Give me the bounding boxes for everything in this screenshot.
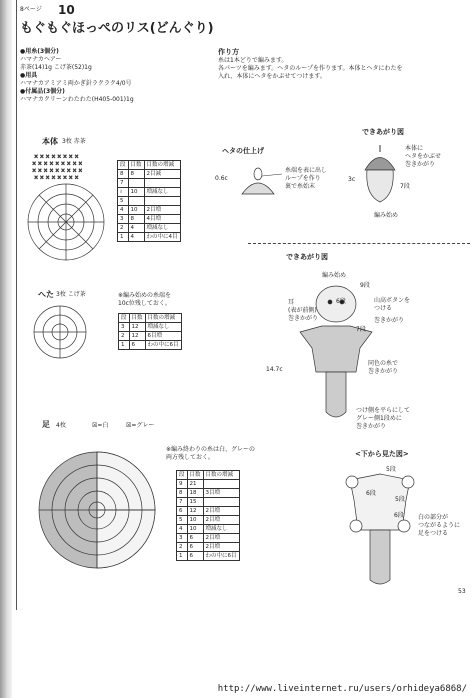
- bottom-r5b: 5段: [395, 496, 405, 503]
- body-count-table: 段 目数 目数の増減 8 8 2目減 7 ≀ 10 増減なし 5 4 10 2目増 3 8 4目増 2 4 増減なし 1 4 わの中に4目: [117, 160, 181, 242]
- acorn-row: 7段: [400, 183, 410, 190]
- svg-text:× × × × × × × ×: × × × × × × × ×: [34, 154, 79, 160]
- acorn-dim: 3c: [348, 176, 356, 183]
- heta-sub: 3枚 こげ茶: [56, 291, 86, 298]
- heta-finish-label: ヘタの仕上げ: [222, 147, 264, 155]
- foot-chart-diagram: [25, 445, 175, 570]
- body-sub: 3枚 赤茶: [62, 138, 86, 145]
- source-url[interactable]: http://www.liveinternet.ru/users/orhideya6868/: [217, 684, 467, 694]
- acorn-done-label: できあがり図: [362, 128, 404, 136]
- squirrel-button-note: 山高ボタンを つける: [374, 297, 411, 312]
- page-title: もぐもぐほっぺのリス(どんぐり): [20, 21, 214, 36]
- svg-text:× × × × × × × × ×: × × × × × × × × ×: [32, 168, 83, 174]
- squirrel-sew: 巻きかがり: [374, 317, 405, 324]
- body-label: 本体: [42, 137, 58, 146]
- acorn-note: 本体に ヘタをかぶせ 巻きかがり: [405, 145, 442, 168]
- bottom-view-label: <下から見た図>: [355, 450, 409, 458]
- squirrel-same-note: 同色の糸で 巻きかがり: [368, 360, 399, 375]
- foot-count-table: 段 目数 目数の増減 9 21 8 18 3目増 7 15 6 12 2目増 5 10 2目増 4 10 増減なし 3 6 2目増 2 6 2目増 1 6 わの中に6目: [176, 470, 240, 561]
- squirrel-flat-note: つけ側を平らにして グレー側1段めに 巻きかがり: [356, 407, 411, 430]
- squirrel-row9: 9段: [360, 282, 370, 289]
- foot-note: ※編み終わりの糸は白、グレーの 両方残しておく。: [166, 446, 256, 461]
- heta-label: へた: [38, 290, 54, 299]
- bottom-view-diagram: [340, 470, 430, 590]
- materials-block: ●用糸(3個分) ハマナカヘアー 赤茶(14)1g こげ茶(52)1g ●用具 ハマナカアミアミ両かぎ針ラクラク4/0号 ●付属品(3個分) ハマナカクリーンわたわた(H405-001)1g: [20, 48, 134, 103]
- svg-text:× × × × × × × ×: × × × × × × × ×: [34, 175, 79, 181]
- binding-line: [16, 0, 17, 610]
- squirrel-dim: 14.7c: [266, 366, 283, 373]
- heta-note: ※編み始めの糸端を 10c位残しておく。: [118, 292, 172, 307]
- foot-sub: 4枚: [56, 422, 66, 429]
- body-chart-diagram: [18, 150, 118, 268]
- foot-legend-gray: ☒=グレー: [126, 422, 155, 429]
- book-spine-shadow: [0, 0, 12, 698]
- method-block: 作り方 糸は1本どりで編みます。 各パーツを編みます。ヘタのループを作ります。本体とヘタにわたを 入れ、本体にヘタをかぶせてつけます。: [218, 48, 403, 80]
- heta-dim: 0.6c: [215, 175, 228, 182]
- squirrel-row6: 6段: [336, 298, 346, 305]
- squirrel-ear-note: 耳 (表が前側) 巻きかがり: [288, 299, 319, 322]
- heta-count-table: 段 目数 目数の増減 3 12 増減なし 2 12 6目増 1 6 わの中に6目: [118, 313, 182, 350]
- heta-chart-diagram: [32, 302, 92, 362]
- squirrel-row7: 7段: [356, 326, 366, 333]
- foot-legend-white: ☒=白: [92, 422, 109, 429]
- svg-text:× × × × × × × × ×: × × × × × × × × ×: [32, 161, 83, 167]
- bottom-r6a: 6段: [366, 490, 376, 497]
- heta-finish-note: 糸端を表に出し ループを作り 裏で糸始末: [285, 167, 328, 190]
- pattern-number: 10: [58, 3, 75, 17]
- foot-label: 足: [42, 420, 50, 429]
- bottom-r5: 5段: [386, 466, 396, 473]
- acorn-start: 編み始め: [374, 212, 399, 219]
- page-ref: 8ページ: [20, 6, 42, 13]
- page-number: 53: [458, 588, 466, 595]
- bottom-white-note: 白の部分が つながるように 足をつける: [418, 514, 461, 537]
- bottom-r6b: 6段: [394, 512, 404, 519]
- divider-line: [248, 243, 470, 245]
- squirrel-start: 編み始め: [322, 272, 347, 279]
- squirrel-done-label: できあがり図: [286, 253, 328, 261]
